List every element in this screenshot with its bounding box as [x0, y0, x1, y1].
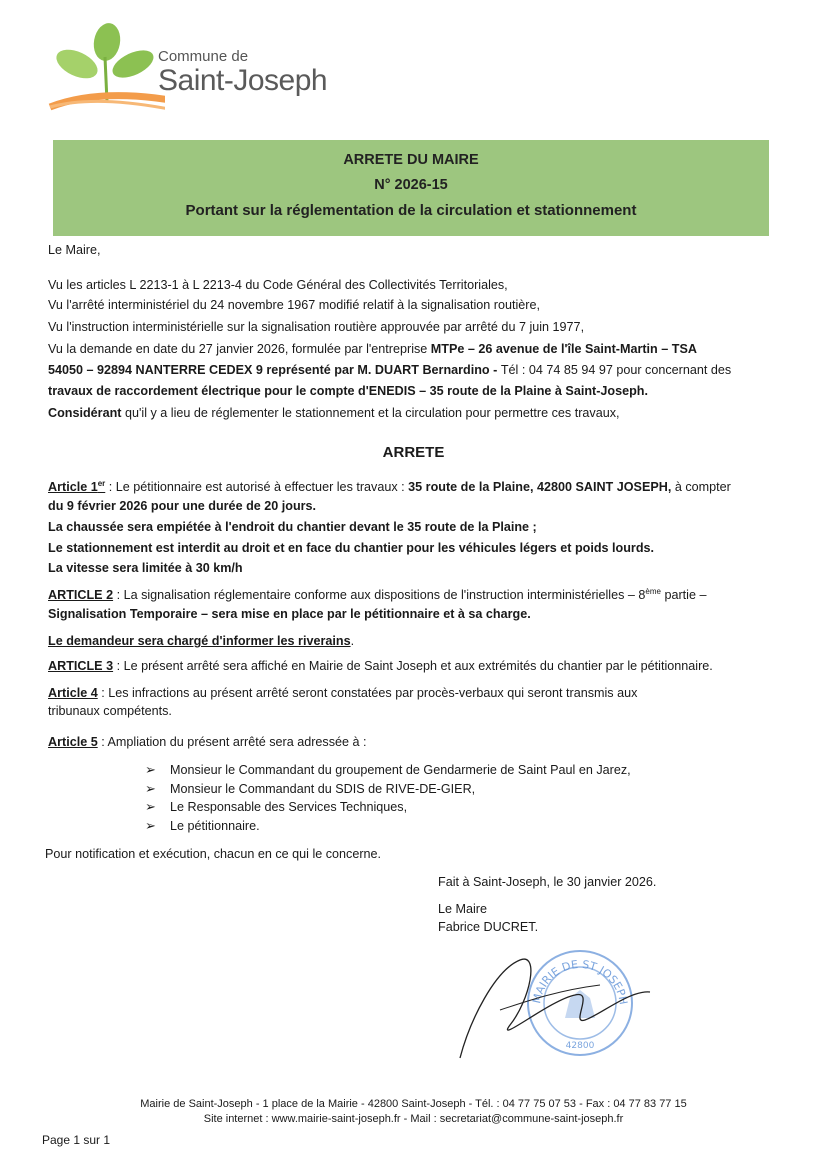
considerant: [48, 406, 620, 420]
arrow-bullet-icon: ➢: [145, 799, 156, 814]
article-4-line1: [48, 686, 637, 700]
mayor-signature: [400, 930, 660, 1070]
article-4-line2: tribunaux compétents.: [48, 704, 172, 718]
article-1-line1: [48, 479, 731, 494]
vu-1: Vu les articles L 2213-1 à L 2213-4 du Code Général des Collectivités Territoriales,: [48, 278, 508, 292]
list-item: [145, 799, 407, 815]
riverains-notice: Le demandeur sera chargé d'informer les riverains: [48, 634, 351, 648]
vu-4-phone: Tél : 04 74 85 94 97 pour concernant des: [500, 363, 732, 377]
article-5-label: Article 5: [48, 735, 98, 749]
article-3-text: : Le présent arrêté sera affiché en Mairie de Saint Joseph et aux extrémités du chantier par le pétitionnaire.: [113, 659, 713, 673]
vu-4-line3: travaux de raccordement électrique pour le compte d'ENEDIS – 35 route de la Plaine à Saint-Joseph.: [48, 384, 648, 398]
logo-line2: Saint-Joseph: [158, 64, 328, 97]
considerant-text: qu'il y a lieu de réglementer le stationnement et la circulation pour permettre ces travaux,: [121, 406, 620, 420]
recipient-text: Le Responsable des Services Techniques,: [170, 800, 408, 814]
article-1-label: Article 1er: [48, 479, 106, 495]
article-1-text2: à compter: [671, 480, 731, 495]
list-item: [145, 781, 475, 797]
article-2-label: ARTICLE 2: [48, 588, 114, 603]
article-5-text: : Ampliation du présent arrêté sera adressée à :: [97, 735, 367, 749]
article-3-label: ARTICLE 3: [48, 659, 114, 673]
recipient-text: Monsieur le Commandant du groupement de Gendarmerie de Saint Paul en Jarez,: [170, 763, 631, 777]
decree-title: ARRETE DU MAIRE: [343, 152, 479, 168]
article-2-text: : La signalisation réglementaire conforme aux dispositions de l'instruction interministérielles – 8ème partie –: [113, 587, 707, 603]
arrow-bullet-icon: ➢: [145, 762, 156, 777]
riverains-notice-end: .: [350, 634, 355, 648]
decree-subject: Portant sur la réglementation de la circulation et stationnement: [185, 202, 637, 219]
commune-logo: [45, 12, 345, 132]
article-1-line3: La chaussée sera empiétée à l'endroit du chantier devant le 35 route de la Plaine ;: [48, 520, 537, 534]
article-2-line1: [48, 587, 706, 602]
vu-4-line1: [48, 342, 697, 356]
considerant-label: Considérant: [48, 406, 122, 420]
article-1-line5: La vitesse sera limitée à 30 km/h: [48, 561, 243, 575]
arrow-bullet-icon: ➢: [145, 818, 156, 833]
leaf-logo-icon: [45, 12, 165, 132]
list-item: [145, 818, 260, 834]
page-number: Page 1 sur 1: [42, 1133, 111, 1147]
article-5: [48, 735, 367, 749]
list-item: [145, 762, 631, 778]
article-1-line2: du 9 février 2026 pour une durée de 20 jours.: [48, 499, 317, 513]
footer-address: Mairie de Saint-Joseph - 1 place de la Mairie - 42800 Saint-Joseph - Tél. : 04 77 75 07 53 - Fax : 04 77 83 77 15: [140, 1098, 687, 1110]
header-banner: [53, 140, 769, 236]
signature-icon: [400, 930, 660, 1070]
signer-name: Fabrice DUCRET.: [438, 920, 539, 934]
done-at: Fait à Saint-Joseph, le 30 janvier 2026.: [438, 875, 657, 889]
footer-contact: Site internet : www.mairie-saint-joseph.fr - Mail : secretariat@commune-saint-joseph.fr: [203, 1113, 624, 1125]
article-2-line3: [48, 634, 354, 648]
recipient-text: Le pétitionnaire.: [170, 819, 260, 833]
vu-4-line2: [48, 363, 731, 377]
vu-3: Vu l'instruction interministérielle sur la signalisation routière approuvée par arrêté du 7 juin 1977,: [48, 320, 585, 334]
vu-4-address: 54050 – 92894 NANTERRE CEDEX 9 représenté par M. DUART Bernardino -: [48, 363, 501, 377]
signer-title: Le Maire: [438, 902, 487, 916]
article-3: [48, 659, 713, 673]
stamp-postcode: 42800: [565, 1041, 595, 1051]
article-1-address: 35 route de la Plaine, 42800 SAINT JOSEPH,: [408, 480, 672, 495]
article-2-line2: Signalisation Temporaire – sera mise en place par le pétitionnaire et à sa charge.: [48, 607, 531, 621]
salutation: Le Maire,: [48, 243, 101, 257]
arrow-bullet-icon: ➢: [145, 781, 156, 796]
stamp-text: MAIRIE DE ST JOSEPH: [530, 957, 630, 1006]
notification: Pour notification et exécution, chacun en ce qui le concerne.: [45, 847, 382, 861]
vu-4-text: Vu la demande en date du 27 janvier 2026, formulée par l'entreprise: [48, 342, 431, 356]
arrete-heading: ARRETE: [382, 444, 445, 461]
vu-4-company: MTPe – 26 avenue de l'île Saint-Martin – TSA: [430, 342, 697, 356]
article-4-text: : Les infractions au présent arrêté seront constatées par procès-verbaux qui seront transmis aux: [97, 686, 638, 700]
vu-2: Vu l'arrêté interministériel du 24 novembre 1967 modifié relatif à la signalisation routière,: [48, 298, 540, 312]
article-1-text: : Le pétitionnaire est autorisé à effectuer les travaux :: [105, 480, 409, 495]
logo-line1: Commune de: [158, 48, 249, 65]
recipient-text: Monsieur le Commandant du SDIS de RIVE-DE-GIER,: [170, 782, 476, 796]
article-4-label: Article 4: [48, 686, 98, 700]
article-1-line4: Le stationnement est interdit au droit et en face du chantier pour les véhicules légers et poids lourds.: [48, 541, 655, 555]
decree-number: N° 2026-15: [374, 177, 448, 193]
